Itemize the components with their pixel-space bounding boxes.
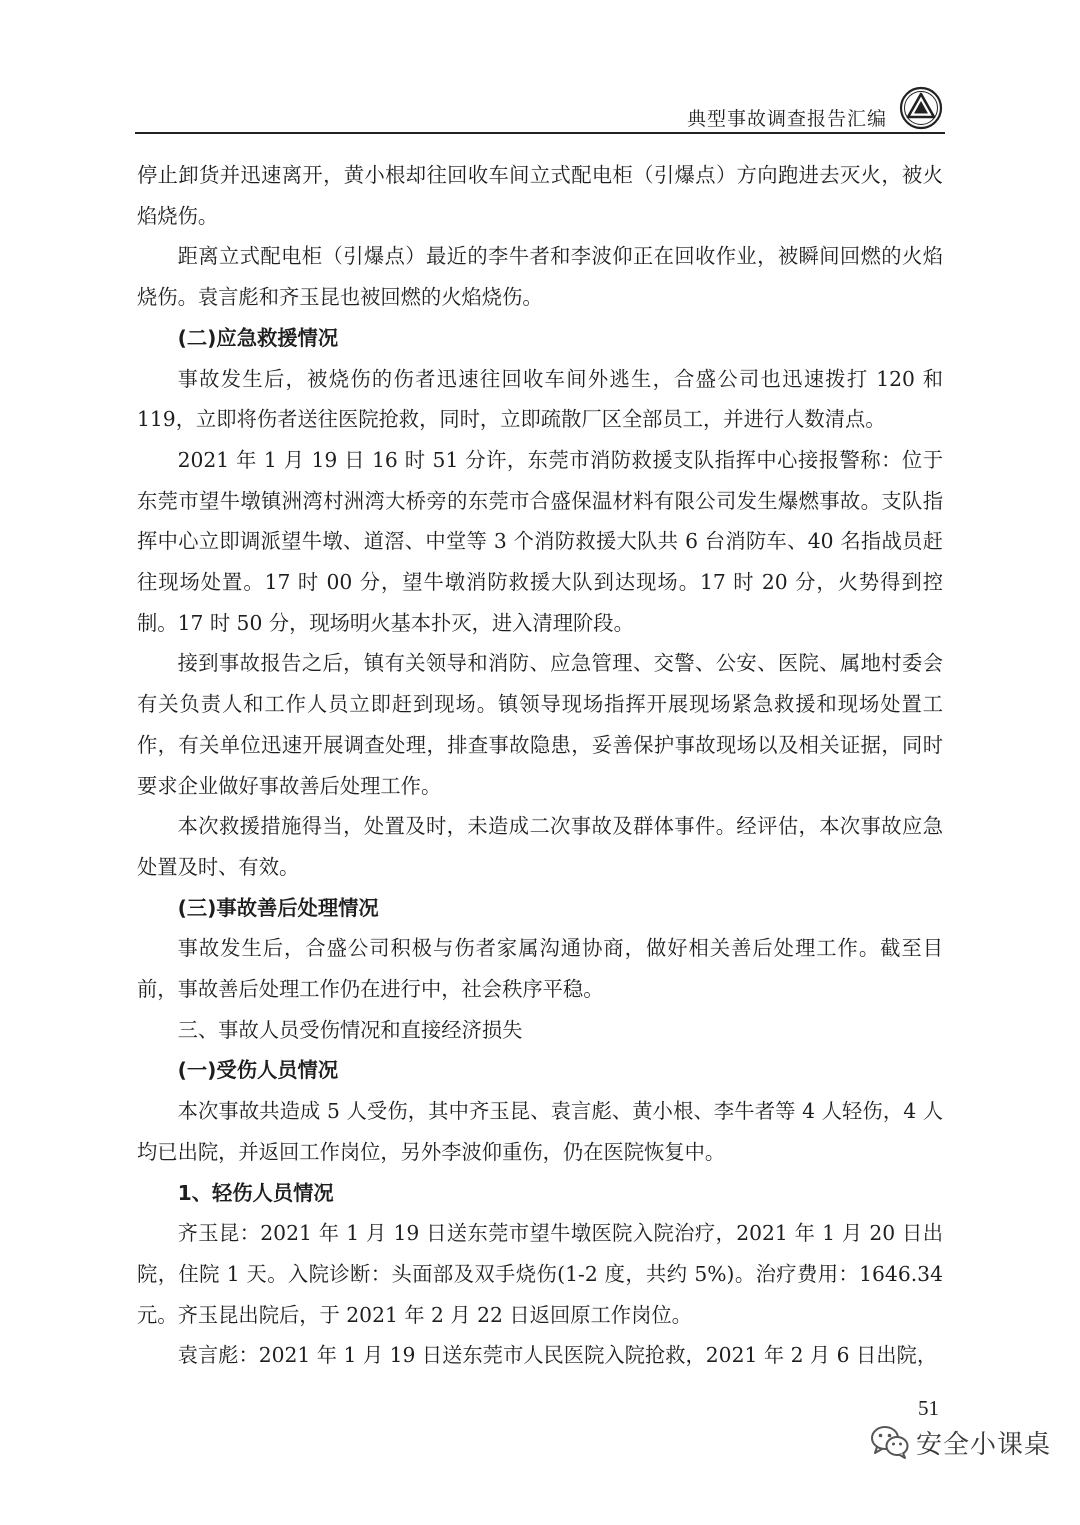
paragraph: 接到事故报告之后，镇有关领导和消防、应急管理、交警、公安、医院、属地村委会有关负责人和工作人员立即赶到现场。镇领导现场指挥开展现场紧急救援和现场处置工作，有关单位迅速开展调查处理，排查事故隐患，妥善保护事故现场以及相关证据，同时要求企业做好事故善后处理工作。 [137, 651, 943, 798]
page-number: 51 [918, 1396, 939, 1420]
paragraph: 事故发生后，被烧伤的伤者迅速往回收车间外逃生，合盛公司也迅速拨打 120 和 119，立即将伤者送往医院抢救，同时，立即疏散厂区全部员工，并进行人数清点。 [137, 366, 943, 432]
section-heading-emergency-rescue: (二)应急救援情况 [177, 325, 339, 350]
section-heading-injuries-losses: 三、事故人员受伤情况和直接经济损失 [177, 1017, 523, 1042]
paragraph-continued: 停止卸货并迅速离开，黄小根却往回收车间立式配电柜（引爆点）方向跑进去灭火，被火焰烧伤。 [137, 163, 943, 228]
paragraph: 事故发生后，合盛公司积极与伤者家属沟通协商，做好相关善后处理工作。截至目前，事故善后处理工作仍在进行中，社会秩序平稳。 [137, 936, 943, 1002]
section-heading-injured-persons: (一)受伤人员情况 [177, 1058, 339, 1083]
section-heading-aftermath: (三)事故善后处理情况 [177, 895, 379, 920]
header-title: 典型事故调查报告汇编 [686, 108, 887, 130]
watermark-text: 安全小课桌 [916, 1430, 1052, 1460]
paragraph: 齐玉昆：2021 年 1 月 19 日送东莞市望牛墩医院入院治疗，2021 年 1 月 20 日出院，住院 1 天。入院诊断：头面部及双手烧伤(1-2 度，共约 5%)。治疗费用：1646.34 元。齐玉昆出院后，于 2021 年 2 月 22 日返回原工作岗位。 [137, 1221, 943, 1327]
wechat-icon [870, 1424, 910, 1460]
paragraph: 袁言彪：2021 年 1 月 19 日送东莞市人民医院入院抢救，2021 年 2 月 6 日出院， [177, 1343, 938, 1368]
paragraph: 本次救援措施得当，处置及时，未造成二次事故及群体事件。经评估，本次事故应急处置及时、有效。 [137, 814, 943, 879]
body-text [137, 155, 943, 1376]
page-header [135, 80, 945, 140]
section-heading-minor-injuries: 1、轻伤人员情况 [177, 1180, 334, 1205]
header-rule [135, 132, 945, 134]
wechat-watermark [870, 1420, 1070, 1464]
paragraph: 2021 年 1 月 19 日 16 时 51 分许，东莞市消防救援支队指挥中心接报警称：位于东莞市望牛墩镇洲湾村洲湾大桥旁的东莞市合盛保温材料有限公司发生爆燃事故。支队指挥中心立即调派望牛墩、道滘、中堂等 3 个消防救援大队共 6 台消防车、40 名指战员赶往现场处置。17 时 00 分，望牛墩消防救援大队到达现场。17 时 20 分，火势得到控制。17 时 50 分，现场明火基本扑灭，进入清理阶段。 [137, 447, 943, 635]
paragraph: 本次事故共造成 5 人受伤，其中齐玉昆、袁言彪、黄小根、李牛者等 4 人轻伤，4 人均已出院，并返回工作岗位，另外李波仰重伤，仍在医院恢复中。 [137, 1099, 943, 1164]
paragraph: 距离立式配电柜（引爆点）最近的李牛者和李波仰正在回收作业，被瞬间回燃的火焰烧伤。袁言彪和齐玉昆也被回燃的火焰烧伤。 [137, 244, 943, 310]
safety-triangle-logo-icon [899, 86, 943, 130]
